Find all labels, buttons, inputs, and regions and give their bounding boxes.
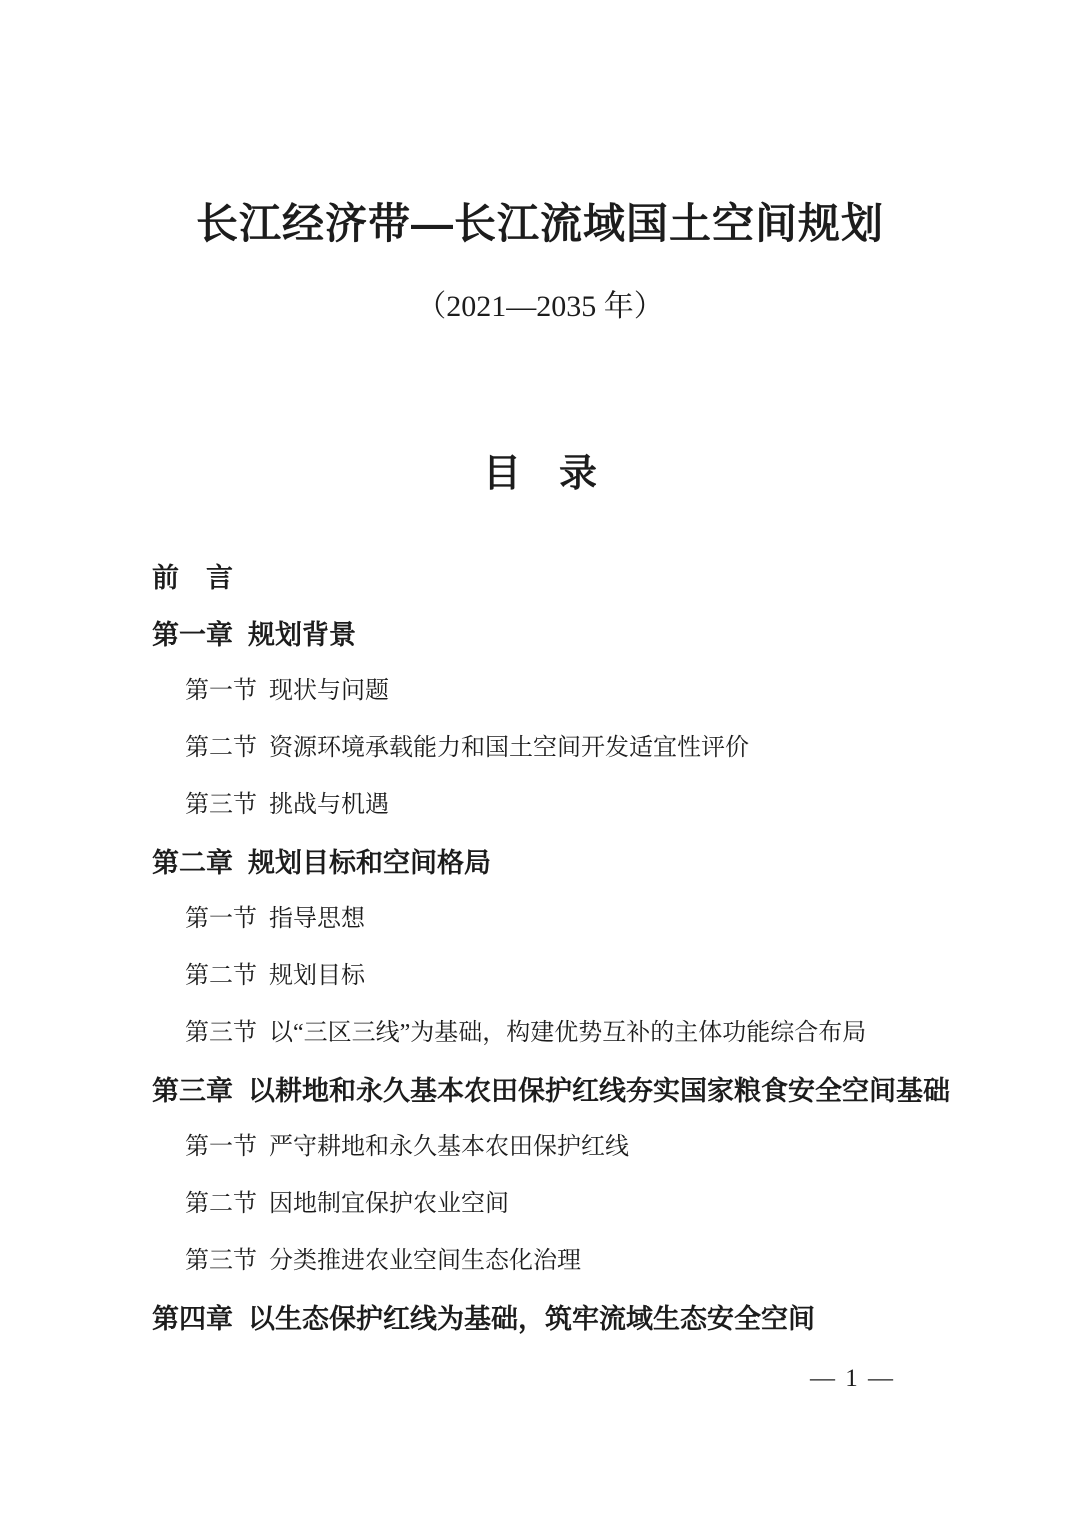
toc-entry-chapter-1-section-3: 第三节 挑战与机遇 (185, 792, 389, 818)
toc-entry-chapter-1: 第一章 规划背景 (152, 620, 357, 650)
toc-entry-preface: 前 言 (152, 563, 233, 593)
toc-entry-chapter-2-section-3: 第三节 以“三区三线”为基础，构建优势互补的主体功能综合布局 (185, 1020, 867, 1046)
toc-heading: 目 录 (482, 453, 597, 495)
toc-entry-chapter-1-section-1: 第一节 现状与问题 (185, 678, 389, 704)
document-title: 长江经济带—长江流域国土空间规划 (195, 200, 884, 247)
toc-entry-chapter-3-section-2: 第二节 因地制宜保护农业空间 (185, 1191, 509, 1217)
toc-entry-chapter-2-section-2: 第二节 规划目标 (185, 963, 365, 989)
toc-entry-chapter-3-section-1: 第一节 严守耕地和永久基本农田保护红线 (185, 1134, 629, 1160)
toc-entry-chapter-2: 第二章 规划目标和空间格局 (152, 848, 492, 878)
page-number: — 1 — (810, 1365, 895, 1392)
toc-entry-chapter-2-section-1: 第一节 指导思想 (185, 906, 365, 932)
document-subtitle: （2021—2035 年） (416, 290, 664, 323)
table-of-contents (152, 565, 1040, 1333)
toc-entry-chapter-3-section-3: 第三节 分类推进农业空间生态化治理 (185, 1248, 581, 1274)
toc-entry-chapter-3: 第三章 以耕地和永久基本农田保护红线夯实国家粮食安全空间基础 (152, 1076, 951, 1106)
toc-entry-chapter-1-section-2: 第二节 资源环境承载能力和国土空间开发适宜性评价 (185, 735, 749, 761)
toc-entry-chapter-4: 第四章 以生态保护红线为基础，筑牢流域生态安全空间 (152, 1304, 816, 1334)
